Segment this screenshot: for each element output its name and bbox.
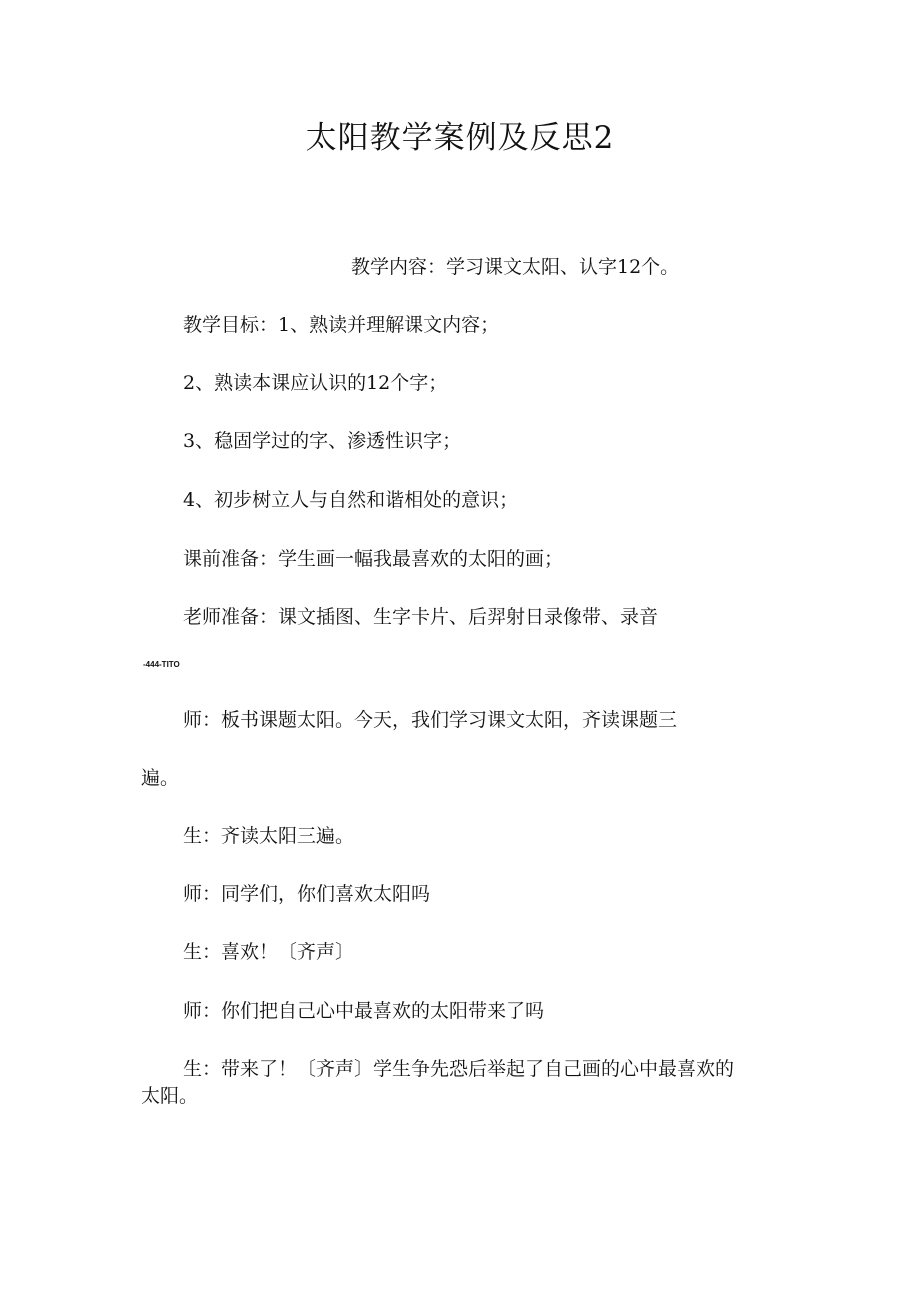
dialogue-line: 师：你们把自己心中最喜欢的太阳带来了吗 (183, 1000, 545, 1022)
goal-item-4: 4、初步树立人与自然和谐相处的意识； (183, 489, 519, 511)
dialogue-line: 遍。 (141, 767, 180, 789)
dialogue-line: 生：喜欢！〔齐声〕 (183, 941, 355, 963)
page-title: 太阳教学案例及反思2 (305, 120, 615, 156)
dialogue-line: 太阳。 (141, 1085, 199, 1107)
teacher-prep-line: 老师准备：课文插图、生字卡片、后羿射日录像带、录音 (183, 606, 659, 628)
teaching-content-line: 教学内容：学习课文太阳、认字12个。 (351, 256, 680, 278)
garbled-text-fragment: -444-TITO (143, 660, 180, 669)
dialogue-line: 生：齐读太阳三遍。 (183, 825, 355, 847)
dialogue-line: 生：带来了！〔齐声〕学生争先恐后举起了自己画的心中最喜欢的 (183, 1058, 735, 1080)
dialogue-line: 师：板书课题太阳。今天，我们学习课文太阳，齐读课题三 (183, 709, 678, 731)
teaching-goal-line: 教学目标：1、熟读并理解课文内容； (183, 314, 500, 336)
goal-item-3: 3、稳固学过的字、渗透性识字； (183, 430, 462, 452)
goal-item-2: 2、熟读本课应认识的12个字； (183, 372, 448, 394)
pre-class-prep-line: 课前准备：学生画一幅我最喜欢的太阳的画； (183, 548, 564, 570)
dialogue-line: 师：同学们，你们喜欢太阳吗 (183, 883, 431, 905)
